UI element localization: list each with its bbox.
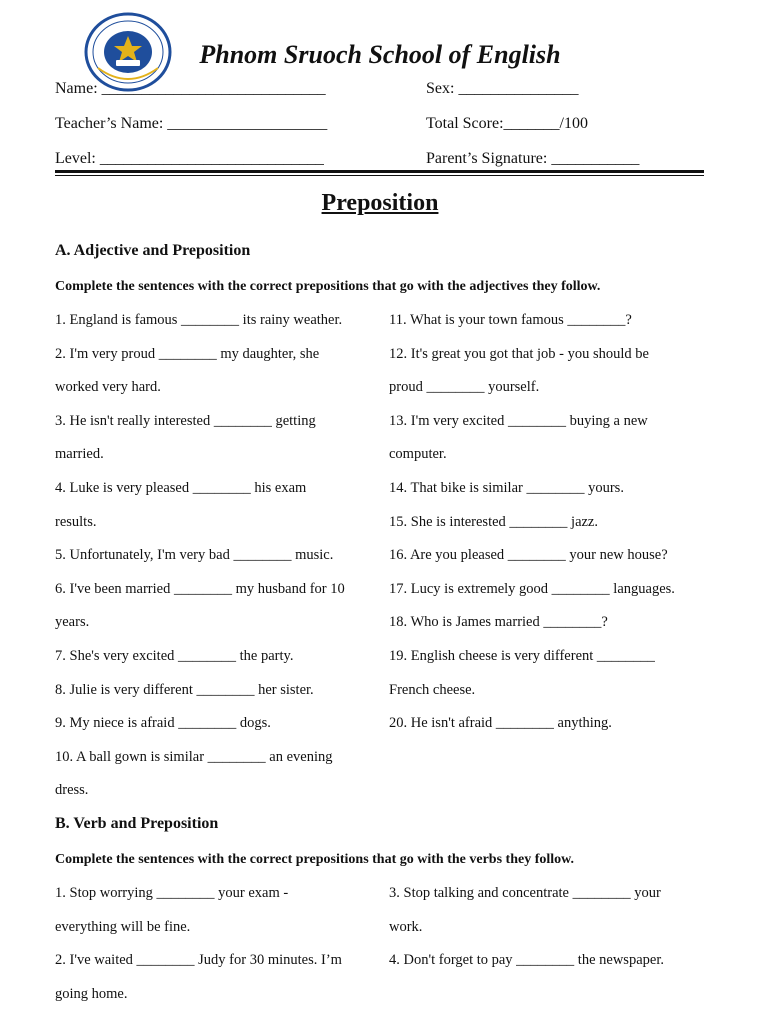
exercise-line: 20. He isn't afraid ________ anything. [389,715,612,732]
teacher-name-field: Teacher’s Name: ____________________ [55,115,328,132]
section-b-heading: B. Verb and Preposition [55,815,219,832]
exercise-line: 5. Unfortunately, I'm very bad ________ music. [55,547,334,564]
exercise-line: years. [55,614,90,631]
level-field: Level: ____________________________ [55,150,324,167]
exercise-line: 3. He isn't really interested ________ getting [55,412,316,429]
total-score-field: Total Score:_______/100 [426,115,588,132]
name-field: Name: ____________________________ [55,80,326,97]
exercise-line: 17. Lucy is extremely good ________ languages. [389,580,675,597]
exercise-line: 2. I've waited ________ Judy for 30 minutes. I’m [55,952,342,969]
exercise-line: 16. Are you pleased ________ your new house? [389,547,668,564]
exercise-line: work. [389,918,423,935]
exercise-line: 13. I'm very excited ________ buying a new [389,412,648,429]
sex-field: Sex: _______________ [426,80,579,97]
exercise-line: 3. Stop talking and concentrate ________ your [389,885,661,901]
exercise-line: worked very hard. [55,379,161,396]
exercise-line: 18. Who is James married ________? [389,614,608,631]
exercise-line: proud ________ yourself. [389,379,540,396]
section-a-instruction: Complete the sentences with the correct prepositions that go with the adjectives they follow. [55,279,601,294]
section-a-heading: A. Adjective and Preposition [55,242,251,259]
parent-signature-field: Parent’s Signature: ___________ [426,150,640,167]
exercise-line: 10. A ball gown is similar ________ an evening [55,748,333,765]
exercise-line: 12. It's great you got that job - you should be [389,345,649,362]
exercise-line: 15. She is interested ________ jazz. [389,513,598,530]
page-title: Preposition [321,190,439,216]
exercise-line: 9. My niece is afraid ________ dogs. [55,715,271,732]
exercise-line: 8. Julie is very different ________ her sister. [55,681,314,698]
exercise-line: 7. She's very excited ________ the party. [55,648,294,664]
header-divider [55,170,704,173]
exercise-line: everything will be fine. [55,918,191,935]
exercise-line: results. [55,513,97,530]
exercise-line: computer. [389,446,447,463]
exercise-line: married. [55,446,104,463]
exercise-line: 4. Don't forget to pay ________ the newspaper. [389,952,664,969]
exercise-line: 4. Luke is very pleased ________ his exam [55,480,307,496]
exercise-line: 1. Stop worrying ________ your exam - [55,885,289,901]
exercise-line: dress. [55,782,89,799]
exercise-line: 6. I've been married ________ my husband for 10 [55,580,345,597]
section-b-instruction: Complete the sentences with the correct prepositions that go with the verbs they follow. [55,852,574,867]
header-divider-thin [55,175,704,176]
school-name: Phnom Sruoch School of English [199,40,561,69]
exercise-line: 11. What is your town famous ________? [389,312,632,328]
exercise-line: going home. [55,985,128,1002]
exercise-line: 14. That bike is similar ________ yours. [389,480,624,496]
exercise-line: 2. I'm very proud ________ my daughter, she [55,345,320,362]
exercise-line: 19. English cheese is very different ________ [389,648,655,664]
exercise-line: French cheese. [389,681,476,698]
exercise-line: 1. England is famous ________ its rainy weather. [55,312,343,328]
